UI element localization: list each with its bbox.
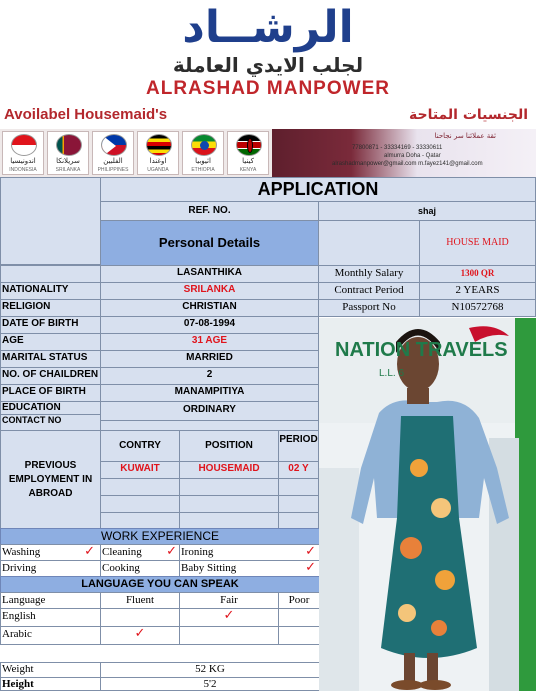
lang-header-fluent: Fluent: [100, 592, 180, 609]
lang-english-fair: [179, 608, 279, 627]
blank-cell: [0, 177, 101, 265]
srilanka-flag-icon: [56, 134, 82, 156]
lang-header-language: Language: [0, 592, 101, 609]
checkmark-icon: ✓: [305, 544, 316, 559]
candidate-photo: [319, 318, 536, 691]
contact-slogan: ثقة عملائنا سر نجاحنا: [434, 132, 496, 140]
flag-label-ar: كينيا: [242, 157, 254, 165]
lang-arabic-poor: [278, 626, 320, 645]
prev-empty-cell: [179, 495, 279, 513]
blank-cell: [0, 265, 101, 283]
flag-label-en: ETHIOPIA: [191, 167, 215, 173]
checkmark-icon: ✓: [305, 560, 316, 575]
skill-washing: [0, 544, 101, 561]
skill-label: Cooking: [102, 562, 140, 574]
flag-label-ar: الفلبين: [103, 157, 123, 165]
lang-english-poor: [278, 608, 320, 627]
religion-label: RELIGION: [0, 299, 101, 317]
age-value: 31 AGE: [100, 333, 319, 351]
languages-heading: LANGUAGE YOU CAN SPEAK: [0, 576, 320, 593]
skill-baby-sitting: [179, 560, 320, 577]
children-label: NO. OF CHAILDREN: [0, 367, 101, 385]
lang-arabic-label: Arabic: [0, 626, 101, 645]
flag-uganda: [137, 131, 179, 175]
prev-empty-cell: [179, 512, 279, 529]
skill-label: Washing: [2, 546, 41, 558]
education-label: EDUCATION: [0, 401, 101, 415]
flag-label-ar: اوغندا: [149, 157, 167, 165]
prev-row-country: KUWAIT: [100, 461, 180, 479]
passport-no-value: N10572768: [419, 299, 536, 317]
sign-subtext: L.L. 6: [379, 368, 405, 379]
contact-banner: [272, 129, 536, 177]
prev-header-position: POSITION: [179, 430, 279, 462]
weight-label: Weight: [0, 662, 101, 678]
spacer-row: [0, 645, 320, 662]
flag-ethiopia: [182, 131, 224, 175]
kenya-flag-icon: [236, 134, 262, 156]
flag-label-ar: اثيوبيا: [195, 157, 211, 165]
prev-empty-cell: [278, 478, 319, 496]
flag-label-ar: سريلانكا: [56, 157, 80, 165]
monthly-salary-value: 1300 QR: [419, 265, 536, 283]
dob-label: DATE OF BIRTH: [0, 316, 101, 334]
flag-label-en: SRILANKA: [55, 167, 81, 173]
ethiopia-flag-icon: [191, 134, 217, 156]
previous-employment-label: PREVIOUS EMPLOYMENT IN ABROAD: [0, 430, 101, 529]
checkmark-icon: ✓: [223, 608, 235, 623]
uganda-flag-icon: [146, 134, 172, 156]
prev-row-position: HOUSEMAID: [179, 461, 279, 479]
weight-value: 52 KG: [100, 662, 320, 678]
prev-empty-cell: [100, 495, 180, 513]
flag-srilanka: [47, 131, 89, 175]
available-nationalities-heading-ar: الجنسيات المتاحة: [408, 107, 528, 123]
flag-label-en: PHILIPPINES: [97, 167, 129, 173]
flag-philippines: [92, 131, 134, 175]
contract-period-value: 2 YEARS: [419, 282, 536, 300]
checkmark-icon: ✓: [134, 626, 146, 641]
work-experience-heading: WORK EXPERIENCE: [0, 528, 320, 545]
prev-empty-cell: [100, 478, 180, 496]
flag-label-en: UGANDA: [147, 167, 169, 173]
height-value: 5'2: [100, 677, 320, 691]
arabic-brand-logo: الرشــاد: [182, 2, 354, 53]
arabic-tagline: لجلب الايدي العاملة: [172, 53, 364, 77]
prev-empty-cell: [179, 478, 279, 496]
monthly-salary-label: Monthly Salary: [318, 265, 420, 283]
lang-header-poor: Poor: [278, 592, 320, 609]
indonesia-flag-icon: [11, 134, 37, 156]
skill-cooking: [100, 560, 180, 577]
nationality-value: SRILANKA: [100, 282, 319, 300]
checkmark-icon: ✓: [166, 544, 177, 559]
flag-label-ar: اندونيسيا: [10, 157, 36, 165]
english-brand-name: ALRASHAD MANPOWER: [146, 78, 390, 99]
flag-indonesia: [2, 131, 44, 175]
contact-location: almurra Doha - Qatar: [384, 153, 441, 159]
age-label: AGE: [0, 333, 101, 351]
height-label: Height: [0, 677, 101, 691]
nationality-flags-strip: [0, 129, 272, 177]
sign-text: NATION TRAVELS: [335, 339, 508, 361]
skill-label: Cleaning: [102, 546, 142, 558]
prev-empty-cell: [100, 512, 180, 529]
place-of-birth-label: PLACE OF BIRTH: [0, 384, 101, 402]
prev-empty-cell: [278, 495, 319, 513]
skill-label: Ironing: [181, 546, 214, 558]
contact-phones: 77800871 - 33334169 - 33330611: [352, 145, 443, 151]
prev-empty-cell: [278, 512, 319, 529]
skill-label: Baby Sitting: [181, 562, 237, 574]
contact-no-label: CONTACT NO: [0, 414, 101, 431]
children-value: 2: [100, 367, 319, 385]
religion-value: CHRISTIAN: [100, 299, 319, 317]
contract-period-label: Contract Period: [318, 282, 420, 300]
lang-arabic-fair: [179, 626, 279, 645]
marital-status-label: MARITAL STATUS: [0, 350, 101, 368]
ref-no-label: REF. NO.: [100, 201, 319, 221]
prev-row-period: 02 Y: [278, 461, 319, 479]
dob-value: 07-08-1994: [100, 316, 319, 334]
skill-cleaning: [100, 544, 180, 561]
passport-no-label: Passport No: [318, 299, 420, 317]
available-housemaids-heading: Avoilabel Housemaid's: [4, 106, 168, 123]
lang-english-fluent: [100, 608, 180, 627]
prev-header-country: CONTRY: [100, 430, 180, 462]
ref-no-value: shaj: [318, 201, 536, 221]
contact-emails: alrashadmanpower@gmail.com m.fayez141@gmail.com: [332, 161, 483, 167]
position-applied-value: HOUSE MAID: [419, 220, 536, 266]
place-of-birth-value: MANAMPITIYA: [100, 384, 319, 402]
flag-kenya: [227, 131, 269, 175]
lang-arabic-fluent: [100, 626, 180, 645]
personal-details-heading: Personal Details: [100, 220, 319, 266]
blank-cell: [318, 220, 420, 266]
checkmark-icon: ✓: [84, 544, 95, 559]
lang-header-fair: Fair: [179, 592, 279, 609]
skill-driving: [0, 560, 101, 577]
education-value: ORDINARY: [100, 401, 319, 421]
philippines-flag-icon: [101, 134, 127, 156]
nationality-label: NATIONALITY: [0, 282, 101, 300]
lang-english-label: English: [0, 608, 101, 627]
skill-ironing: [179, 544, 320, 561]
flag-label-en: INDONESIA: [9, 167, 37, 173]
marital-status-value: MARRIED: [100, 350, 319, 368]
flag-label-en: KENYA: [239, 167, 257, 173]
application-title: APPLICATION: [100, 177, 536, 202]
candidate-name: LASANTHIKA: [100, 265, 319, 283]
prev-header-period: PERIOD: [278, 430, 319, 462]
skill-label: Driving: [2, 562, 37, 574]
candidate-photo-illustration: [319, 318, 536, 691]
